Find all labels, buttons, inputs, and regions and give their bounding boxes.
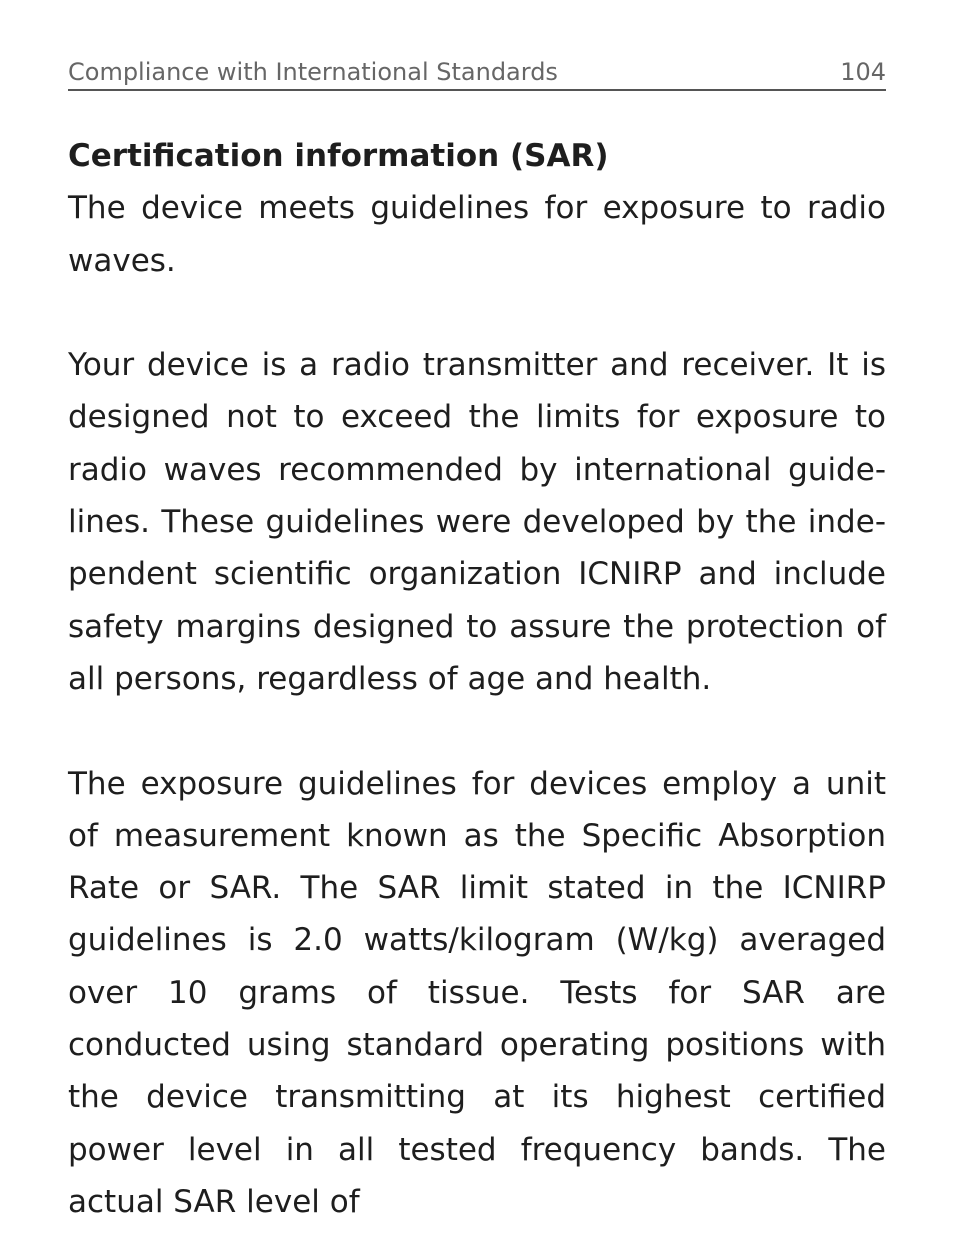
page-content <box>68 130 886 1228</box>
running-header <box>68 56 886 91</box>
section-title: Compliance with International Standards <box>68 58 558 86</box>
paragraph-sar: The exposure guidelines for devices employ a unit of measurement known as the Specific Absorption Rate or SAR. The SAR limit stated in the ICNIRP guidelines is 2.0 watts/kilogram (W/kg) averaged over 10 grams of tissue. Tests for SAR are conducted using standard operating positions with the device transmitting at its highest certified power level in all tested frequency bands. The actual SAR level of <box>68 765 886 1220</box>
paragraph-gap <box>68 705 886 757</box>
paragraph-intro: The device meets guidelines for exposure to radio waves. <box>68 190 886 279</box>
section-heading: Certification information (SAR) <box>68 138 609 174</box>
paragraph-gap <box>68 287 886 339</box>
page-number: 104 <box>840 58 886 86</box>
paragraph-transmitter: Your device is a radio transmitter and receiver. It is designed not to exceed the limits for exposure to radio waves recommended by international guidelines. These guidelines were developed by the independent scientific organization ICNIRP and include safety margins designed to assure the protection of all persons, regardless of age and health. <box>68 347 886 697</box>
